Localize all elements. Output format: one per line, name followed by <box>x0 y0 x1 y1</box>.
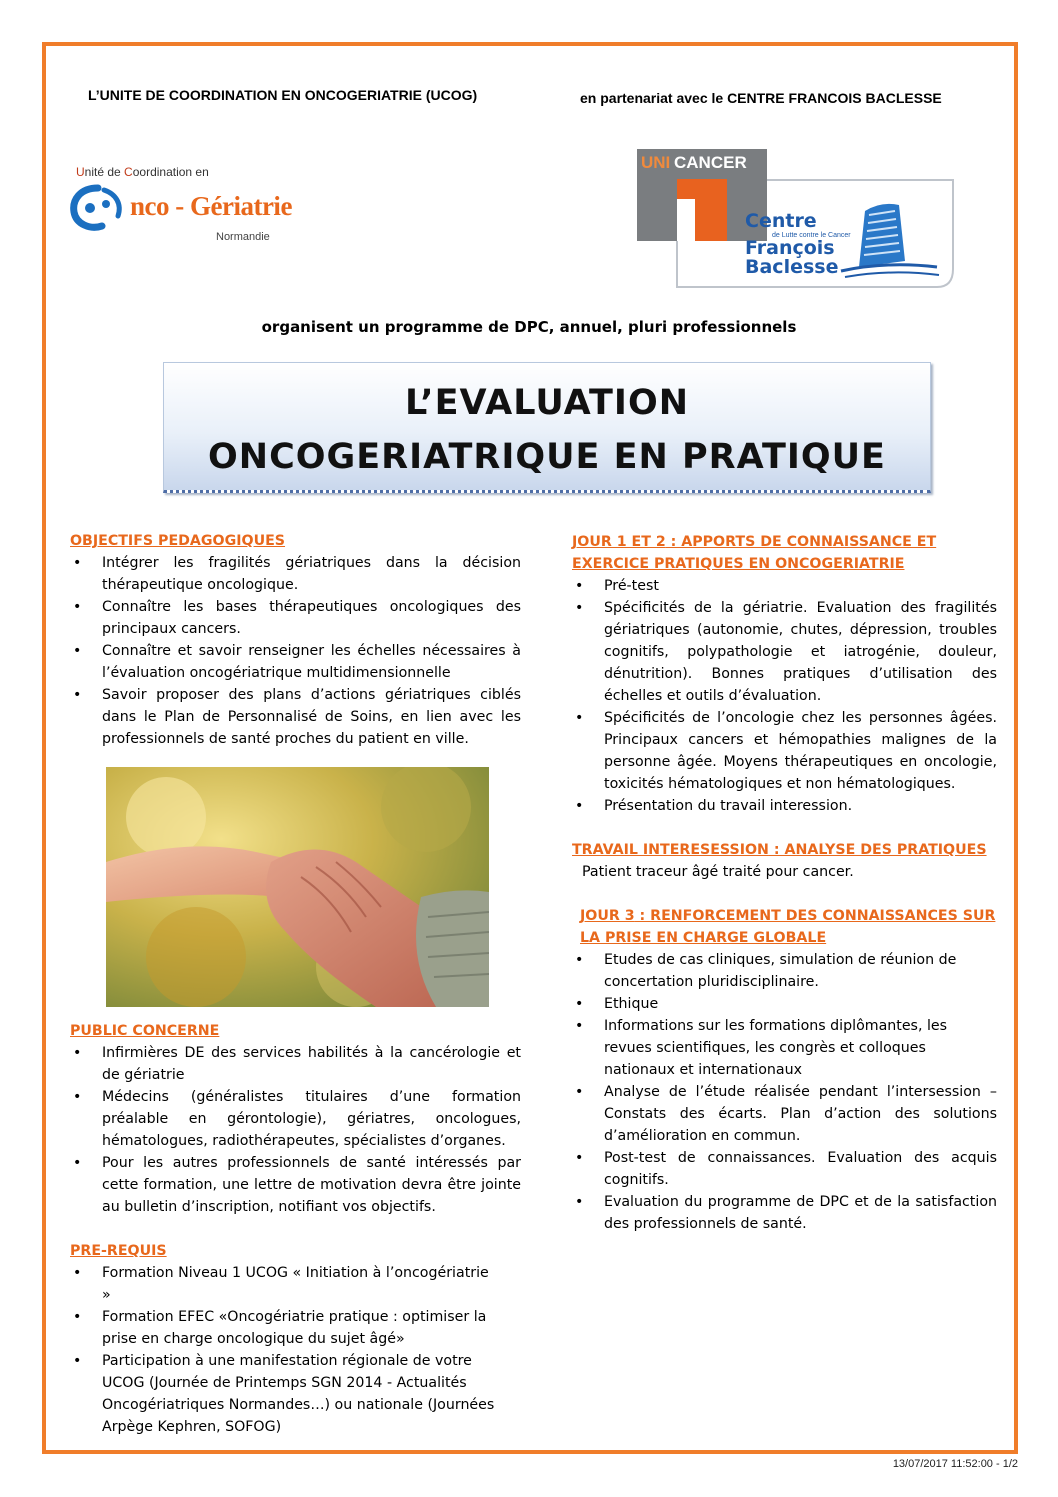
ucog-logo-name: nco - Gériatrie <box>130 191 292 221</box>
baclesse-centre: Centre <box>745 210 817 232</box>
list-item: • Evaluation du programme de DPC et de la satisfaction des professionnels de santé. <box>572 1191 997 1235</box>
list-item: • Intégrer les fragilités gériatriques dans la décision thérapeutique oncologique. <box>70 552 521 596</box>
list-item: • Ethique <box>572 993 997 1015</box>
unicancer-uni: UNI <box>641 153 671 172</box>
jour12-list <box>572 575 997 817</box>
list-item: • Connaître et savoir renseigner les échelles nécessaires à l’évaluation oncogériatrique multidimensionnelle <box>70 640 521 684</box>
footer-timestamp: 13/07/2017 11:52:00 - 1/2 <box>892 1458 1018 1470</box>
list-item: • Connaître les bases thérapeutiques oncologiques des principaux cancers. <box>70 596 521 640</box>
public-list <box>70 1042 521 1218</box>
title-line1: L’EVALUATION <box>405 383 689 423</box>
intersession-heading: TRAVAIL INTERESESSION : ANALYSE DES PRATIQUES <box>572 842 987 858</box>
list-item: • Participation à une manifestation régionale de votre UCOG (Journée de Printemps SGN 2014 - Actualités Oncogériatriques Normandes…) ou nationale (Journées Arpège Kephren, SOFOG) <box>70 1350 500 1438</box>
list-item: • Spécificités de la gériatrie. Evaluation des fragilités gériatriques (autonomie, chutes, dépression, troubles cognitifs, polypathologie et iatrogénie, douleur, dénutrition). Bonnes pratiques d’utilisation des échelles et outils d’évaluation. <box>572 597 997 707</box>
list-item: • Pour les autres professionnels de santé intéressés par cette formation, une lettre de motivation devra être jointe au bulletin d’inscription, notifiant vos objectifs. <box>70 1152 521 1218</box>
right-column <box>572 531 997 1235</box>
list-item: • Formation Niveau 1 UCOG « Initiation à l’oncogériatrie » <box>70 1262 500 1306</box>
header-partner: en partenariat avec le CENTRE FRANCOIS BACLESSE <box>580 90 942 106</box>
jour12-heading: JOUR 1 ET 2 : APPORTS DE CONNAISSANCE ET EXERCICE PRATIQUES EN ONCOGERIATRIE <box>572 534 937 572</box>
baclesse-name: Baclesse <box>745 256 839 278</box>
list-item: • Post-test de connaissances. Evaluation des acquis cognitifs. <box>572 1147 997 1191</box>
unicancer-cancer: CANCER <box>674 153 747 172</box>
building-icon <box>841 204 939 277</box>
list-item: • Formation EFEC «Oncogériatrie pratique : optimiser la prise en charge oncologique du sujet âgé» <box>70 1306 500 1350</box>
header-ucog: L’UNITE DE COORDINATION EN ONCOGERIATRIE (UCOG) <box>88 87 478 103</box>
objectifs-list <box>70 552 521 750</box>
list-item: • Analyse de l’étude réalisée pendant l’intersession – Constats des écarts. Plan d’action des solutions d’amélioration en commun. <box>572 1081 997 1147</box>
baclesse-tagline: de Lutte contre le Cancer <box>772 232 851 239</box>
title-line2: ONCOGERIATRIQUE EN PRATIQUE <box>208 437 886 477</box>
prerequis-list <box>70 1262 500 1438</box>
list-item: • Informations sur les formations diplômantes, les revues scientifiques, les congrès et colloques nationaux et internationaux <box>572 1015 997 1081</box>
ucog-logo <box>68 165 298 245</box>
ucog-logo-region: Normandie <box>216 231 270 243</box>
list-item: • Savoir proposer des plans d’actions gériatriques ciblés dans le Plan de Personnalisé de Soins, en lien avec les professionnels de santé proches du patient en ville. <box>70 684 521 750</box>
ucog-circle-icon <box>68 182 130 232</box>
hands-photo <box>106 767 489 1007</box>
list-item: • Spécificités de l’oncologie chez les personnes âgées. Principaux cancers et hémopathies malignes de la personne âgée. Moyens thérapeutiques en oncologie, toxicités hématologiques et non hématologiques. <box>572 707 997 795</box>
intersession-text: Patient traceur âgé traité pour cancer. <box>582 864 854 880</box>
public-heading: PUBLIC CONCERNE <box>70 1023 220 1039</box>
list-item: • Présentation du travail interession. <box>572 795 997 817</box>
list-item: • Infirmières DE des services habilités à la cancérologie et de gériatrie <box>70 1042 521 1086</box>
unicancer-baclesse-logo <box>637 149 955 289</box>
ucog-logo-line1: Unité de Coordination en <box>76 165 209 179</box>
list-item: • Médecins (généralistes titulaires d’une formation préalable en gérontologie), gériatres, oncologues, hématologues, radiothérapeutes, spécialistes d’organes. <box>70 1086 521 1152</box>
objectifs-heading: OBJECTIFS PEDAGOGIQUES <box>70 533 286 549</box>
intro-text: organisent un programme de DPC, annuel, pluri professionnels <box>261 318 797 336</box>
title-banner <box>163 362 931 493</box>
list-item: • Etudes de cas cliniques, simulation de réunion de concertation pluridisciplinaire. <box>572 949 997 993</box>
jour3-list <box>572 949 997 1235</box>
prerequis-heading: PRE-REQUIS <box>70 1243 167 1259</box>
jour3-heading: JOUR 3 : RENFORCEMENT DES CONNAISSANCES SUR LA PRISE EN CHARGE GLOBALE <box>580 908 996 946</box>
list-item: • Pré-test <box>572 575 997 597</box>
baclesse-francois: François <box>745 237 835 259</box>
